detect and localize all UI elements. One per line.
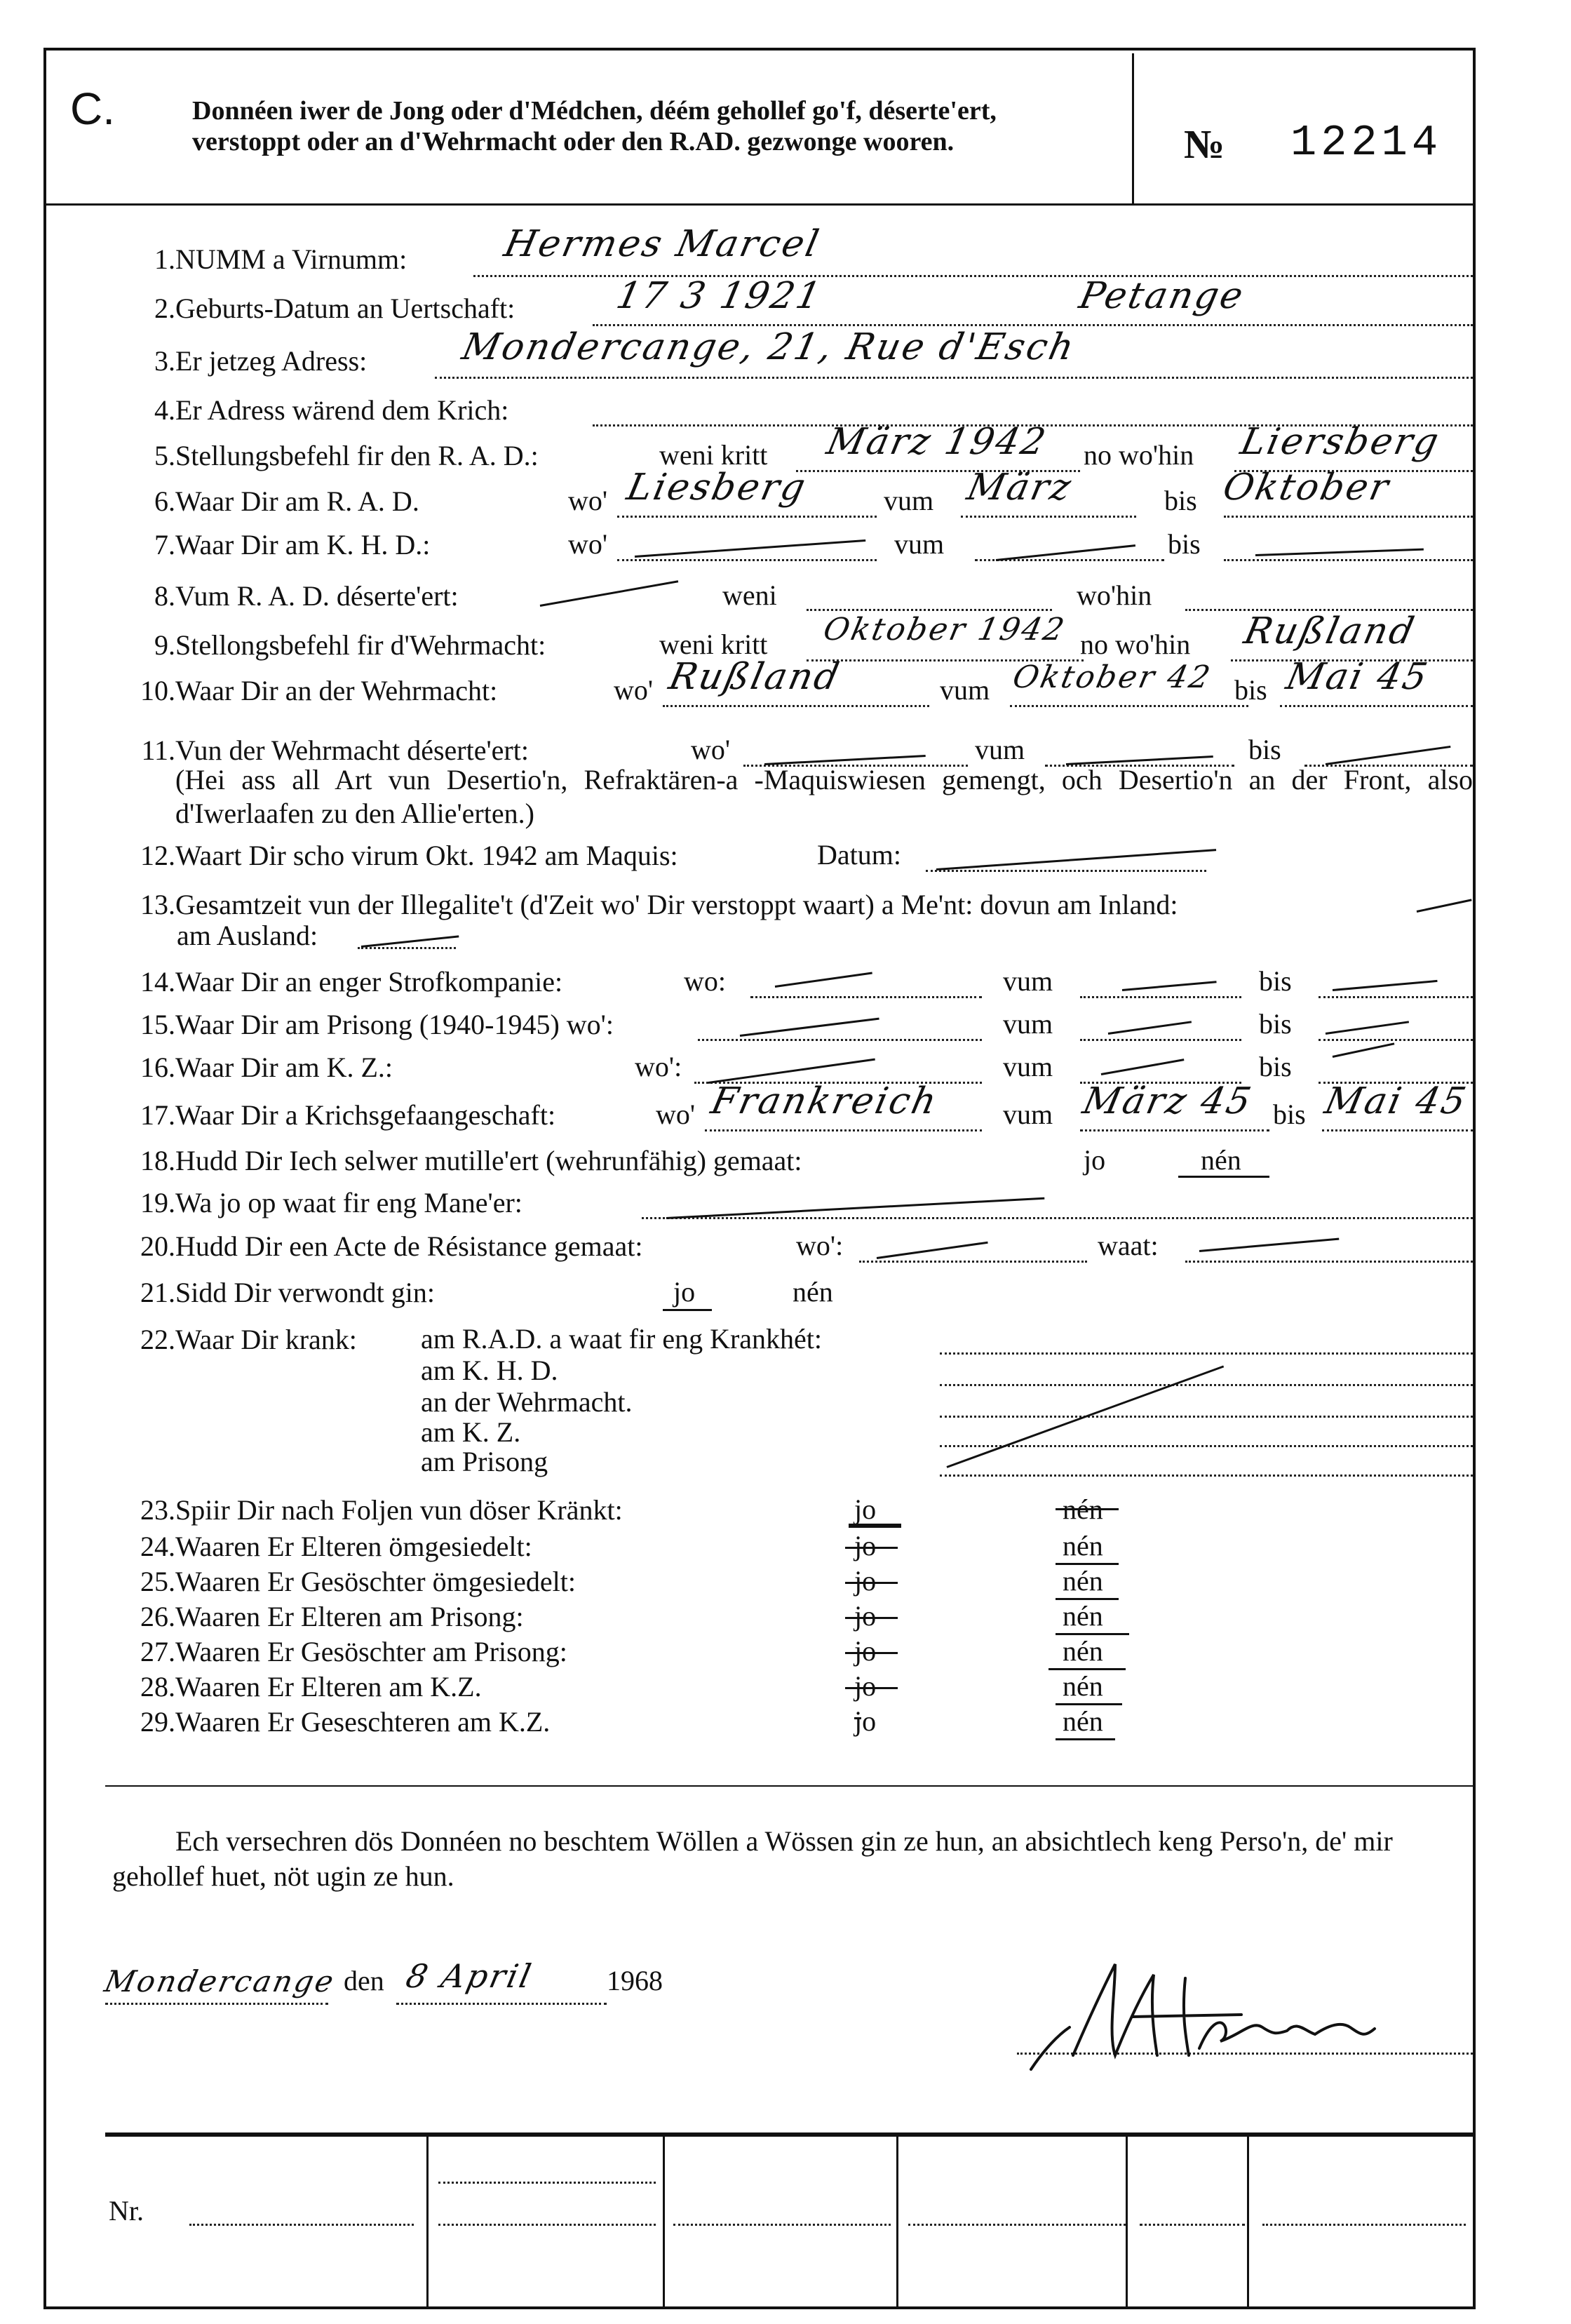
yes-option[interactable]: jo bbox=[854, 1600, 877, 1632]
signature-year: 1968 bbox=[607, 1965, 663, 1996]
illness-khd-label: am K. H. D. bbox=[421, 1355, 558, 1386]
field-line bbox=[807, 609, 1052, 611]
from-label: vum bbox=[975, 734, 1025, 765]
field-line bbox=[1322, 1129, 1473, 1131]
number-sign: № bbox=[1184, 121, 1225, 167]
to-label: bis bbox=[1259, 965, 1292, 997]
field-line bbox=[438, 2182, 656, 2184]
when-label: weni bbox=[722, 579, 777, 611]
from-label: vum bbox=[1003, 1051, 1053, 1082]
field-line bbox=[105, 2003, 328, 2005]
strike-through bbox=[845, 1687, 898, 1689]
where-label: wo'hin bbox=[1077, 579, 1152, 611]
field-line bbox=[642, 1217, 1473, 1219]
field-line bbox=[358, 947, 456, 949]
field-line bbox=[750, 996, 982, 998]
field-line bbox=[1262, 2224, 1466, 2226]
strike-through bbox=[854, 1717, 861, 1719]
table-column bbox=[1247, 2137, 1249, 2309]
date-label: Datum: bbox=[817, 839, 901, 871]
field-line bbox=[617, 516, 877, 518]
wehrmacht-order-date-value[interactable]: Oktober 1942 bbox=[820, 612, 1070, 647]
where-label: wo' bbox=[691, 734, 731, 765]
no-option[interactable]: nén bbox=[1201, 1144, 1241, 1176]
illness-prison-label: am Prisong bbox=[421, 1446, 548, 1477]
when-label: weni kritt bbox=[659, 439, 768, 471]
rad-order-place-value[interactable]: Liersberg bbox=[1236, 421, 1445, 463]
to-label: bis bbox=[1164, 485, 1197, 516]
signature-place[interactable]: Mondercange bbox=[101, 1964, 339, 1999]
table-column bbox=[426, 2137, 429, 2309]
rad-order-date-value[interactable]: März 1942 bbox=[823, 421, 1051, 463]
yes-option[interactable]: jo bbox=[854, 1705, 877, 1737]
strike-through bbox=[845, 1617, 898, 1619]
name-value[interactable]: Hermes Marcel bbox=[500, 223, 825, 265]
field-line bbox=[189, 2224, 414, 2226]
wehrmacht-place-value[interactable]: Rußland bbox=[665, 656, 845, 698]
field-line bbox=[1319, 996, 1473, 998]
wehrmacht-order-place-value[interactable]: Rußland bbox=[1240, 610, 1420, 652]
field-line bbox=[940, 1352, 1473, 1355]
to-label: bis bbox=[1168, 528, 1201, 560]
field-line bbox=[698, 1039, 982, 1041]
rad-to-value[interactable]: Oktober bbox=[1219, 466, 1394, 509]
no-option[interactable]: nén bbox=[1063, 1635, 1103, 1667]
illness-rad-label: am R.A.D. a waat fir eng Krankhét: bbox=[421, 1323, 823, 1355]
to-label: bis bbox=[1234, 674, 1267, 706]
field-line bbox=[940, 1445, 1473, 1447]
field-line bbox=[1080, 1129, 1269, 1131]
field-line bbox=[1224, 559, 1473, 561]
from-label: vum bbox=[1003, 1008, 1053, 1040]
field-line bbox=[940, 1416, 1473, 1418]
where-label: wo' bbox=[568, 528, 608, 560]
no-option[interactable]: nén bbox=[1063, 1670, 1103, 1702]
where-label: wo' bbox=[656, 1099, 696, 1130]
no-option[interactable]: nén bbox=[1063, 1705, 1103, 1737]
declaration-text: Ech versechren dös Donnéen no beschtem Wöllen a Wössen gin ze hun, an absichtlech keng Perso'n, de' mir gehollef huet, nöt ugin ze hun. bbox=[112, 1825, 1393, 1892]
table-column bbox=[1126, 2137, 1128, 2309]
rad-place-value[interactable]: Liesberg bbox=[623, 466, 811, 509]
field-line bbox=[617, 559, 877, 561]
field-line bbox=[1080, 996, 1241, 998]
yes-option[interactable]: jo bbox=[854, 1565, 877, 1597]
where-label: wo: bbox=[684, 965, 726, 997]
nr-label: Nr. bbox=[109, 2195, 144, 2226]
to-label: bis bbox=[1259, 1008, 1292, 1040]
office-table bbox=[105, 2132, 1473, 2309]
section-title: Donnéen iwer de Jong oder d'Médchen, déém gehollef go'f, déserte'ert, verstoppt oder an d'Wehrmacht oder den R.AD. gezwonge wooren. bbox=[192, 96, 997, 156]
field-line bbox=[859, 1261, 1087, 1263]
yes-option[interactable]: jo bbox=[1084, 1144, 1106, 1176]
field-line bbox=[663, 705, 929, 707]
field-line bbox=[908, 2224, 1126, 2226]
birth-date-value[interactable]: 17 3 1921 bbox=[612, 275, 827, 317]
illness-wehrmacht-label: an der Wehrmacht. bbox=[421, 1386, 633, 1418]
yes-option[interactable]: jo bbox=[854, 1493, 877, 1525]
pow-to-value[interactable]: Mai 45 bbox=[1321, 1080, 1471, 1122]
from-label: vum bbox=[1003, 1099, 1053, 1130]
no-option[interactable]: nén bbox=[793, 1276, 833, 1308]
selection-underline bbox=[849, 1524, 901, 1528]
no-option[interactable]: nén bbox=[1063, 1493, 1103, 1525]
field-line bbox=[940, 1475, 1473, 1477]
table-column bbox=[896, 2137, 898, 2309]
selection-underline bbox=[1178, 1176, 1269, 1178]
field-line bbox=[1224, 516, 1473, 518]
yes-option[interactable]: jo bbox=[854, 1530, 877, 1561]
abroad-label: am Ausland: bbox=[177, 920, 318, 951]
den-label: den bbox=[344, 1965, 384, 1996]
address-value[interactable]: Mondercange, 21, Rue d'Esch bbox=[458, 326, 1080, 368]
rad-from-value[interactable]: März bbox=[963, 466, 1077, 509]
field-line bbox=[1080, 1039, 1241, 1041]
form-number: 12214 bbox=[1290, 118, 1443, 168]
field-line bbox=[705, 1129, 982, 1131]
no-option[interactable]: nén bbox=[1063, 1565, 1103, 1597]
section-divider bbox=[105, 1785, 1473, 1787]
strike-through bbox=[845, 1582, 898, 1584]
table-column bbox=[663, 2137, 665, 2309]
yes-option[interactable]: jo bbox=[854, 1670, 877, 1702]
where-label: wo': bbox=[635, 1051, 682, 1082]
to-label: bis bbox=[1259, 1051, 1292, 1082]
pow-from-value[interactable]: März 45 bbox=[1079, 1080, 1257, 1122]
to-label: bis bbox=[1273, 1099, 1306, 1130]
field-line bbox=[1185, 1261, 1473, 1263]
yes-option[interactable]: jo bbox=[854, 1635, 877, 1667]
field-line bbox=[1140, 2224, 1245, 2226]
no-option[interactable]: nén bbox=[1063, 1530, 1103, 1561]
pow-place-value[interactable]: Frankreich bbox=[707, 1080, 943, 1122]
strike-through bbox=[1056, 1508, 1119, 1510]
yes-option[interactable]: jo bbox=[673, 1276, 696, 1308]
section-letter: C. bbox=[70, 83, 115, 134]
strike-through bbox=[845, 1547, 898, 1549]
to-label: bis bbox=[1248, 734, 1281, 765]
where-label: no wo'hin bbox=[1080, 629, 1191, 660]
field-line bbox=[673, 2224, 891, 2226]
no-option[interactable]: nén bbox=[1063, 1600, 1103, 1632]
from-label: vum bbox=[940, 674, 990, 706]
from-label: vum bbox=[1003, 965, 1053, 997]
selection-underline bbox=[1056, 1738, 1115, 1740]
selection-underline bbox=[663, 1309, 712, 1311]
where-label: wo': bbox=[796, 1230, 844, 1261]
wehrmacht-to-value[interactable]: Mai 45 bbox=[1282, 656, 1433, 698]
where-label: no wo'hin bbox=[1084, 439, 1194, 471]
field-line bbox=[926, 870, 1206, 872]
birth-place-value[interactable]: Petange bbox=[1075, 275, 1249, 317]
field-line bbox=[1319, 1039, 1473, 1041]
desertion-note: (Hei ass all Art vun Desertio'n, Refraktären-a -Maquiswiesen gemengt, och Desertio'n an der Front, also d'Iwerlaafen zu den Allie'erten.) bbox=[175, 764, 1473, 829]
signature-date[interactable]: 8 April bbox=[403, 1957, 537, 1995]
field-line bbox=[438, 2224, 656, 2226]
field-line bbox=[961, 516, 1136, 518]
where-label: wo' bbox=[614, 674, 654, 706]
field-line bbox=[1010, 705, 1248, 707]
from-label: vum bbox=[894, 528, 945, 560]
header-divider bbox=[1132, 53, 1134, 203]
where-label: wo' bbox=[568, 485, 608, 516]
field-line bbox=[940, 1384, 1473, 1386]
when-label: weni kritt bbox=[659, 629, 768, 660]
wehrmacht-from-value[interactable]: Oktober 42 bbox=[1009, 659, 1215, 695]
what-label: waat: bbox=[1098, 1230, 1159, 1261]
illness-kz-label: am K. Z. bbox=[421, 1416, 521, 1448]
signature bbox=[1010, 1950, 1431, 2083]
field-line bbox=[435, 377, 1473, 379]
field-line bbox=[396, 2003, 607, 2005]
signature-text: M Hermes bbox=[1010, 1950, 1013, 1951]
from-label: vum bbox=[884, 485, 934, 516]
field-line bbox=[1280, 705, 1473, 707]
strike-through bbox=[845, 1652, 898, 1654]
